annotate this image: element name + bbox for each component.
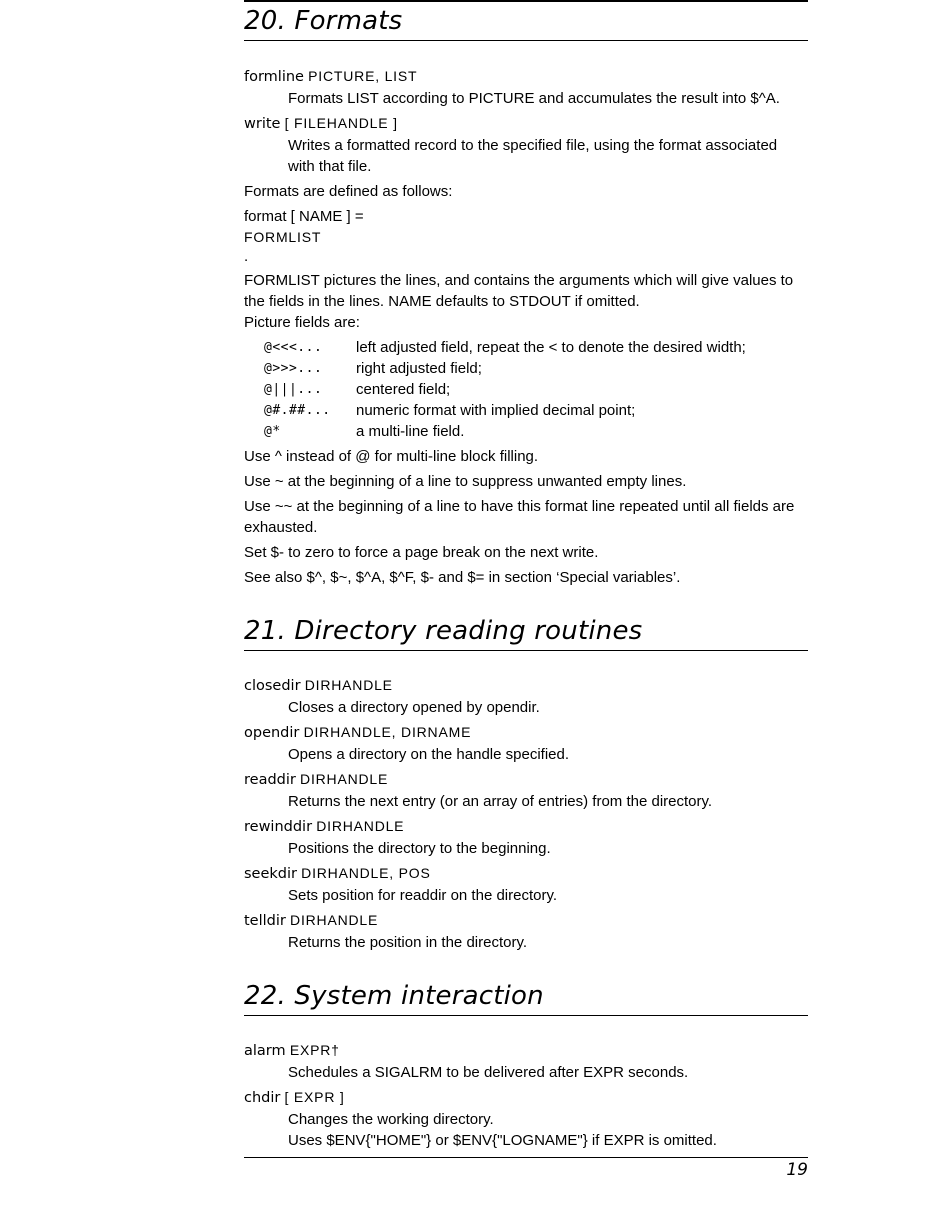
entry-alarm (244, 1040, 808, 1083)
entry-desc: with that file. (288, 158, 372, 175)
formats-intro: Formats are defined as follows: (244, 183, 453, 200)
entry-desc: Closes a directory opened by opendir. (288, 699, 540, 716)
entry-name: closedir (244, 678, 301, 694)
picture-code: @>>>... (264, 361, 323, 376)
page-number: 19 (786, 1160, 808, 1180)
section-title: 21. Directory reading routines (244, 612, 808, 651)
entry-seekdir (244, 863, 808, 906)
picture-desc: right adjusted field; (356, 360, 482, 377)
section-title: 22. System interaction (244, 977, 808, 1016)
entry-name: seekdir (244, 866, 297, 882)
entry-desc: Returns the position in the directory. (288, 934, 528, 951)
entry-args: EXPR† (289, 1042, 340, 1058)
picture-field-row (244, 421, 808, 442)
picture-fields-label: Picture fields are: (244, 314, 360, 331)
entry-name: formline (244, 69, 304, 85)
format-note: Use ^ instead of @ for multi-line block filling. (244, 448, 539, 465)
entry-desc: Uses $ENV{"HOME"} or $ENV{"LOGNAME"} if EXPR is omitted. (288, 1132, 717, 1149)
entry-desc: Changes the working directory. (288, 1111, 494, 1128)
entry-desc: Opens a directory on the handle specified. (288, 746, 570, 763)
entry-args: DIRHANDLE (300, 771, 389, 787)
picture-fields-table (244, 337, 808, 442)
picture-code: @* (264, 424, 281, 439)
syntax-line: . (244, 248, 249, 265)
entry-desc: Sets position for readdir on the directory. (288, 887, 558, 904)
entry-formline (244, 66, 808, 109)
picture-field-row (244, 337, 808, 358)
page-content (244, 0, 808, 1151)
picture-desc: centered field; (356, 381, 451, 398)
format-note: Use ~ at the beginning of a line to suppress unwanted empty lines. (244, 473, 687, 490)
format-note: See also $^, $~, $^A, $^F, $- and $= in section ‘Special variables’. (244, 569, 681, 586)
entry-name: telldir (244, 913, 286, 929)
entry-name: write (244, 116, 281, 132)
picture-field-row (244, 358, 808, 379)
entry-args: DIRHANDLE (316, 818, 405, 834)
picture-code: @|||... (264, 382, 323, 397)
entry-args: DIRHANDLE, POS (301, 865, 431, 881)
entry-args: [ EXPR ] (284, 1089, 345, 1105)
format-note: Use ~~ at the beginning of a line to have this format line repeated until all fields are exhausted. (244, 498, 795, 536)
entry-write (244, 113, 808, 177)
entry-name: chdir (244, 1090, 281, 1106)
picture-code: @#.##... (264, 403, 331, 418)
entry-args: DIRHANDLE (304, 677, 393, 693)
picture-desc: a multi-line field. (356, 423, 465, 440)
entry-args: PICTURE, LIST (308, 68, 418, 84)
picture-field-row (244, 400, 808, 421)
entry-chdir (244, 1087, 808, 1151)
entry-opendir (244, 722, 808, 765)
picture-desc: numeric format with implied decimal point; (356, 402, 636, 419)
syntax-line: FORMLIST (244, 229, 322, 245)
entry-args: [ FILEHANDLE ] (284, 115, 398, 131)
entry-readdir (244, 769, 808, 812)
entry-desc: Writes a formatted record to the specified file, using the format associated (288, 137, 778, 154)
entry-desc: Schedules a SIGALRM to be delivered after EXPR seconds. (288, 1064, 689, 1081)
entry-name: opendir (244, 725, 300, 741)
entry-desc: Positions the directory to the beginning. (288, 840, 551, 857)
picture-code: @<<<... (264, 340, 323, 355)
format-note: Set $- to zero to force a page break on the next write. (244, 544, 599, 561)
entry-desc: Returns the next entry (or an array of entries) from the directory. (288, 793, 713, 810)
formlist-text: FORMLIST pictures the lines, and contains the arguments which will give values to the fields in the lines. NAME defaults to STDOUT if omitted. (244, 272, 794, 310)
entry-args: DIRHANDLE (290, 912, 379, 928)
picture-desc: left adjusted field, repeat the < to denote the desired width; (356, 339, 746, 356)
entry-closedir (244, 675, 808, 718)
format-syntax (244, 206, 808, 266)
entry-args: DIRHANDLE, DIRNAME (303, 724, 472, 740)
section-title: 20. Formats (244, 2, 808, 41)
entry-name: rewinddir (244, 819, 313, 835)
entry-name: alarm (244, 1043, 286, 1059)
entry-telldir (244, 910, 808, 953)
entry-desc: Formats LIST according to PICTURE and accumulates the result into $^A. (288, 90, 780, 107)
picture-field-row (244, 379, 808, 400)
syntax-line: format [ NAME ] = (244, 208, 364, 225)
entry-name: readdir (244, 772, 296, 788)
entry-rewinddir (244, 816, 808, 859)
